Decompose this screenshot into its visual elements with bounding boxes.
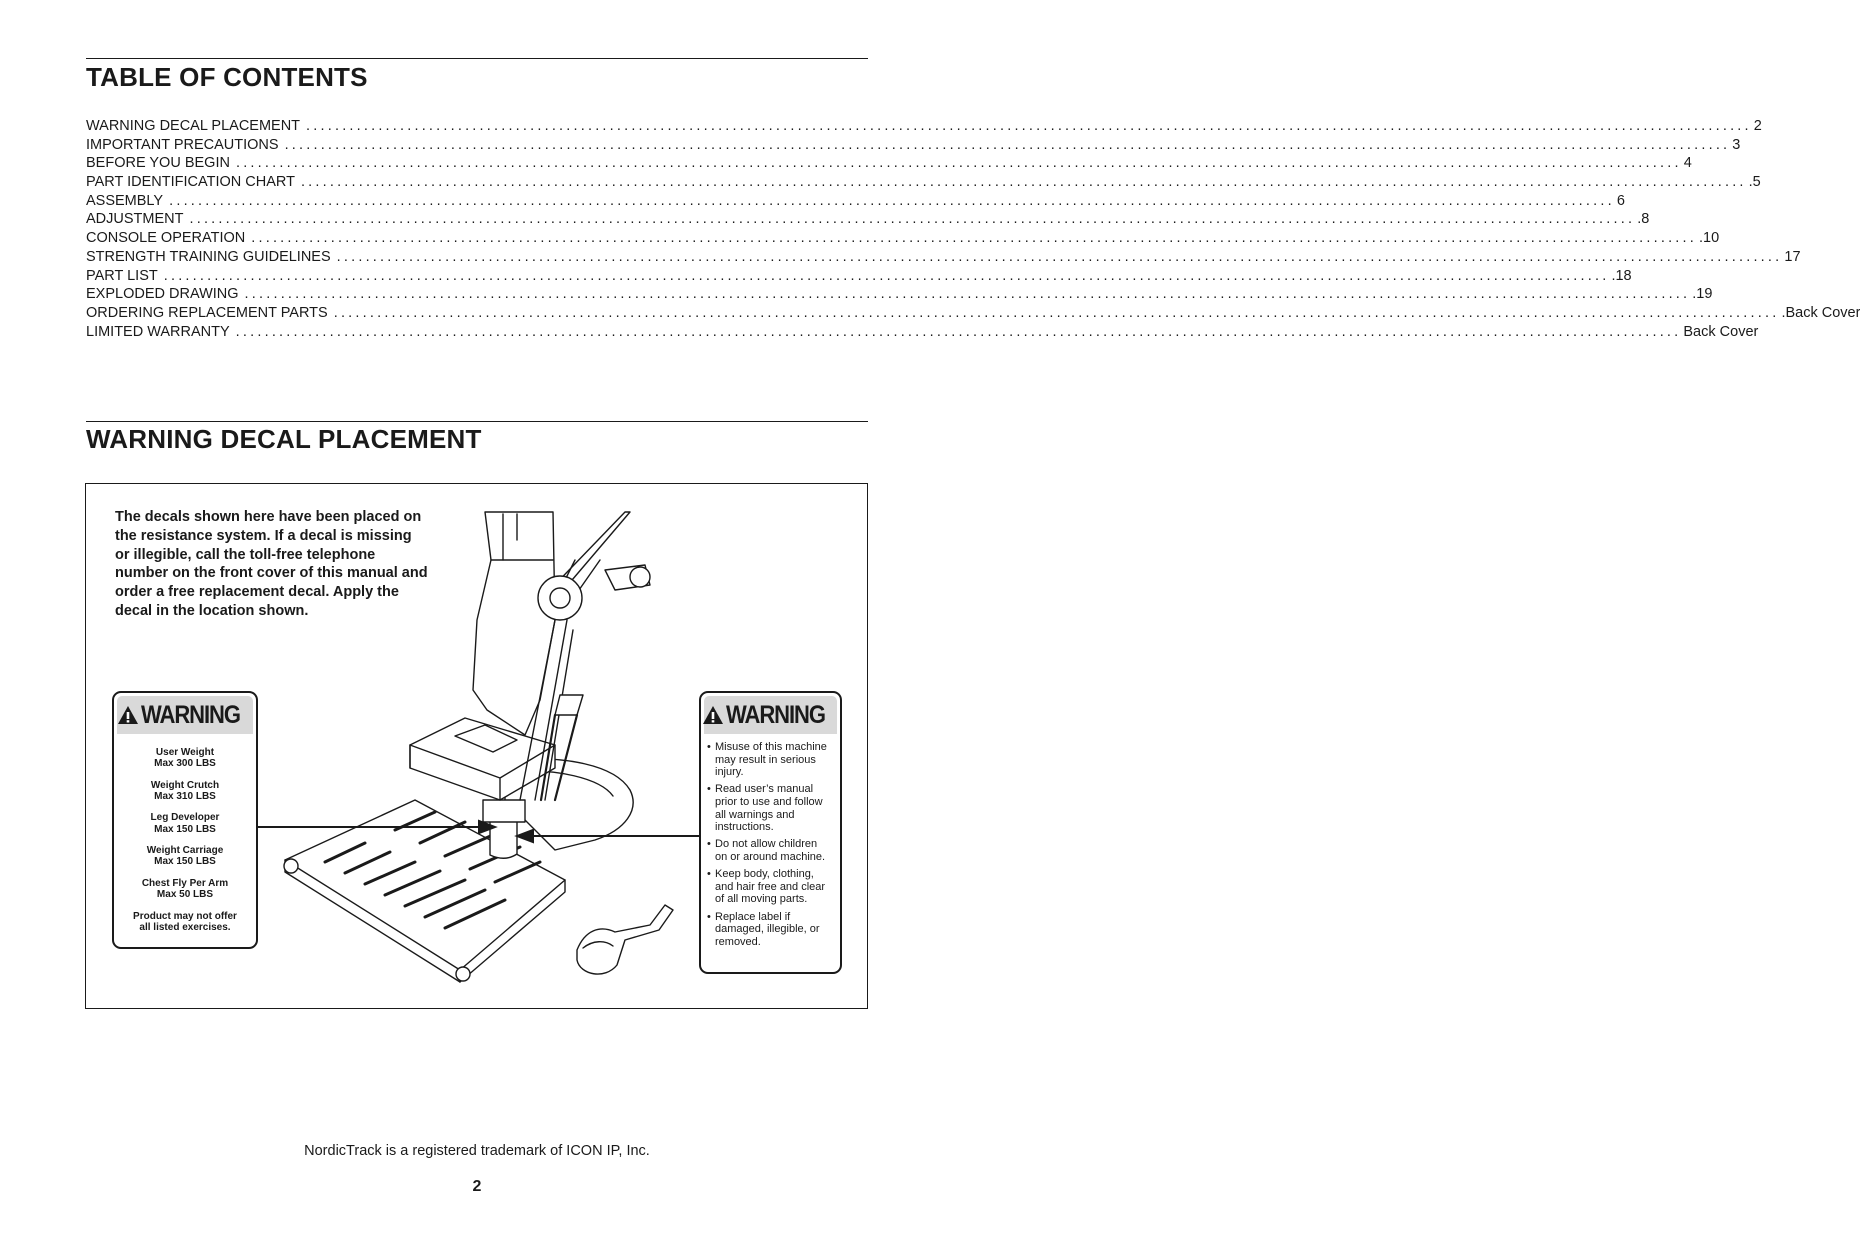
capacity-spec-label: Chest Fly Per Arm (141, 877, 229, 889)
toc-entry-title: WARNING DECAL PLACEMENT (86, 118, 301, 134)
warning-decal-safety (699, 691, 842, 974)
safety-bullet-text: Keep body, clothing, and hair free and clear of all moving parts. (715, 868, 826, 906)
toc-entry-page: .Back Cover (1781, 304, 1860, 321)
toc-entry (86, 192, 1625, 211)
capacity-spec-label: Product may not offer (133, 910, 237, 922)
toc-entry (86, 248, 1801, 267)
toc-dot-leader: ........................................................................................................................................................................................................ (251, 230, 1697, 247)
warning-decal-title: WARNING (140, 700, 240, 729)
capacity-spec (118, 911, 252, 933)
toc-entry-title: STRENGTH TRAINING GUIDELINES (86, 248, 331, 265)
capacity-spec-value: all listed exercises. (139, 921, 231, 933)
toc-entry-page: .19 (1692, 286, 1713, 303)
toc-dot-leader: ........................................................................................................................................................................................................ (169, 192, 1615, 209)
decal-intro-text: The decals shown here have been placed on the resistance system. If a decal is missing or illegible, call the toll-free telephone number on the front cover of this manual and order a free replacement decal. Apply the decal in the location shown. (115, 509, 428, 619)
capacity-spec (118, 878, 252, 900)
toc-entry (86, 154, 1692, 173)
toc-entry-page: 4 (1683, 155, 1692, 172)
toc-entry-title: ORDERING REPLACEMENT PARTS (86, 304, 328, 321)
safety-bullet-list (707, 741, 836, 953)
toc-entry-page: .8 (1637, 211, 1650, 228)
safety-bullet (707, 911, 836, 949)
capacity-spec-value: Max 150 LBS (154, 856, 216, 868)
toc-entry-page: .5 (1748, 174, 1761, 191)
safety-bullet-text: Do not allow children on or around machine. (715, 838, 826, 863)
toc-entry-title: PART LIST (86, 267, 158, 284)
warning-top-rule (86, 421, 868, 422)
capacity-spec-label: Leg Developer (150, 812, 220, 824)
toc-entry-title: ADJUSTMENT (86, 211, 184, 228)
warning-decal-header (704, 696, 837, 734)
safety-bullet-text: Replace label if damaged, illegible, or removed. (715, 910, 820, 948)
bullet-icon: • (707, 838, 711, 851)
toc-entry-page: 6 (1616, 192, 1625, 209)
safety-bullet (707, 741, 836, 779)
toc-entry (86, 323, 1759, 342)
toc-heading: TABLE OF CONTENTS (86, 62, 368, 92)
toc-dot-leader: ........................................................................................................................................................................................................ (235, 323, 1682, 340)
bullet-icon: • (707, 741, 711, 753)
warning-decal-header (117, 696, 253, 734)
toc-entry-title: PART IDENTIFICATION CHART (86, 174, 295, 191)
capacity-spec (118, 812, 252, 834)
toc-entry-page: .10 (1698, 230, 1720, 247)
capacity-spec (118, 780, 252, 802)
toc-dot-leader: ........................................................................................................................................................................................................ (284, 136, 1731, 153)
toc-entry-page: 3 (1732, 136, 1741, 153)
decal-pointer-arrows (255, 820, 705, 850)
capacity-spec-list (118, 747, 252, 943)
toc-entry-page: Back Cover (1683, 323, 1759, 340)
toc-entry (86, 210, 1650, 229)
toc-entry (86, 285, 1713, 304)
page-number: 2 (472, 1178, 482, 1195)
toc-entry-title: LIMITED WARRANTY (86, 323, 230, 340)
capacity-spec (118, 845, 252, 867)
bullet-icon: • (707, 910, 711, 923)
capacity-spec-label: Weight Crutch (150, 779, 220, 791)
capacity-spec-value: Max 300 LBS (154, 758, 216, 770)
safety-bullet-text: Read user’s manual prior to use and follow all warnings and instructions. (715, 783, 823, 834)
bullet-icon: • (707, 868, 711, 881)
toc-dot-leader: ........................................................................................................................................................................................................ (244, 286, 1691, 303)
toc-dot-leader: ........................................................................................................................................................................................................ (306, 118, 1752, 134)
capacity-spec-value: Max 50 LBS (156, 889, 214, 901)
safety-bullet (707, 838, 836, 863)
warning-triangle-icon (117, 705, 139, 725)
capacity-spec-label: Weight Carriage (146, 845, 224, 857)
toc-entry-title: ASSEMBLY (86, 192, 164, 209)
capacity-spec (118, 747, 252, 769)
capacity-spec-value: Max 150 LBS (154, 823, 216, 835)
toc-dot-leader: ........................................................................................................................................................................................................ (163, 267, 1610, 284)
warning-heading: WARNING DECAL PLACEMENT (86, 424, 482, 454)
toc-entry (86, 136, 1741, 155)
toc-entry-title: IMPORTANT PRECAUTIONS (86, 136, 279, 153)
toc-entry-title: BEFORE YOU BEGIN (86, 155, 230, 172)
warning-decal-title: WARNING (726, 700, 826, 729)
toc-entry-page: 2 (1753, 118, 1762, 134)
toc-entry-page: 17 (1784, 248, 1801, 265)
trademark-note: NordicTrack is a registered trademark of ICON IP, Inc. (304, 1143, 650, 1159)
safety-bullet-text: Misuse of this machine may result in serious injury. (715, 741, 827, 779)
warning-decal-capacity (112, 691, 258, 949)
safety-bullet (707, 783, 836, 833)
toc-dot-leader: ........................................................................................................................................................................................................ (333, 304, 1780, 321)
toc-list (86, 117, 1860, 341)
capacity-spec-label: User Weight (155, 747, 215, 758)
toc-dot-leader: ........................................................................................................................................................................................................ (189, 211, 1636, 228)
toc-entry-title: CONSOLE OPERATION (86, 230, 246, 247)
toc-entry (86, 229, 1720, 248)
toc-entry (86, 304, 1860, 323)
bullet-icon: • (707, 783, 711, 796)
machine-illustration (255, 500, 695, 1000)
capacity-spec-value: Max 310 LBS (154, 790, 216, 802)
toc-top-rule (86, 58, 868, 59)
toc-dot-leader: ........................................................................................................................................................................................................ (235, 155, 1682, 172)
toc-dot-leader: ........................................................................................................................................................................................................ (300, 174, 1747, 191)
toc-entry (86, 117, 1762, 136)
safety-bullet (707, 868, 836, 906)
toc-entry-title: EXPLODED DRAWING (86, 286, 239, 303)
toc-entry-page: .18 (1611, 267, 1632, 284)
warning-triangle-icon (702, 705, 724, 725)
toc-entry (86, 267, 1632, 286)
toc-dot-leader: ........................................................................................................................................................................................................ (336, 248, 1783, 265)
toc-entry (86, 173, 1761, 192)
